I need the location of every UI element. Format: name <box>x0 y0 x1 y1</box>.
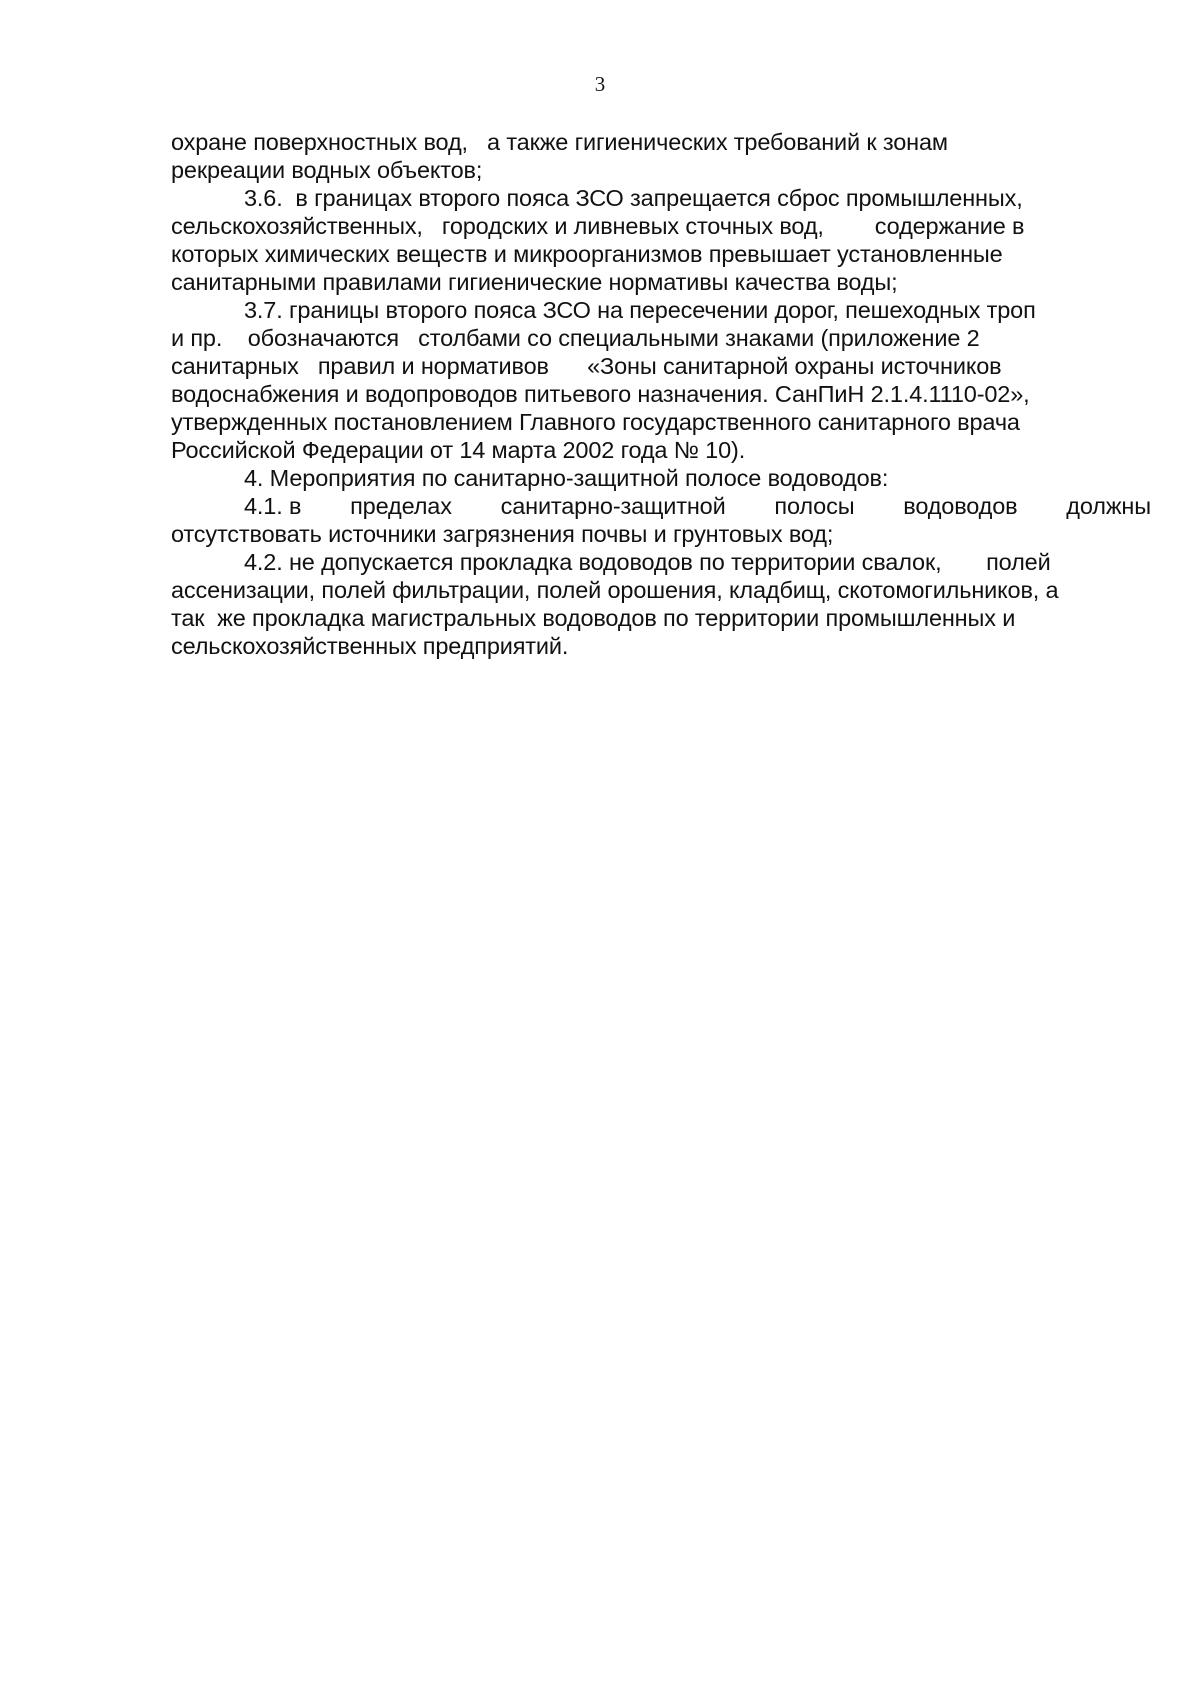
paragraph-4-2-first-line: 4.2. не допускается прокладка водоводов по территории свалок, полей <box>244 549 1051 575</box>
paragraph-3-6-first-line: 3.6. в границах второго пояса ЗСО запрещается сброс промышленных, <box>244 185 1023 211</box>
text-line: ассенизации, полей фильтрации, полей орошения, кладбищ, скотомогильников, а <box>171 577 1059 603</box>
paragraph-3-7-first-line: 3.7. границы второго пояса ЗСО на пересечении дорог, пешеходных троп <box>244 297 1036 323</box>
text-line: санитарных правил и нормативов «Зоны санитарной охраны источников <box>171 353 1002 379</box>
text-line: отсутствовать источники загрязнения почвы и грунтовых вод; <box>171 521 834 547</box>
word: водоводов <box>903 493 1018 519</box>
page-number: 3 <box>594 72 606 96</box>
text-line: и пр. обозначаются столбами со специальными знаками (приложение 2 <box>171 325 980 351</box>
word: 4.1. в <box>244 493 302 519</box>
text-line: Российской Федерации от 14 марта 2002 года № 10). <box>171 437 746 463</box>
word: пределах <box>350 493 452 519</box>
text-line: охране поверхностных вод, а также гигиенических требований к зонам <box>171 129 948 155</box>
text-line: рекреации водных объектов; <box>171 157 483 183</box>
text-line: сельскохозяйственных, городских и ливневых сточных вод, содержание в <box>171 213 1025 239</box>
word: санитарно-защитной <box>500 493 726 519</box>
word: полосы <box>774 493 855 519</box>
paragraph-4-1-first-line <box>171 492 1151 520</box>
text-line: так же прокладка магистральных водоводов по территории промышленных и <box>171 605 1016 631</box>
text-line: которых химических веществ и микроорганизмов превышает установленные <box>171 241 1003 267</box>
text-line: утвержденных постановлением Главного государственного санитарного врача <box>171 409 1020 435</box>
section-4-heading: 4. Мероприятия по санитарно-защитной полосе водоводов: <box>244 465 889 491</box>
text-line: сельскохозяйственных предприятий. <box>171 633 569 659</box>
word: должны <box>1066 493 1151 519</box>
text-line: санитарными правилами гигиенические нормативы качества воды; <box>171 269 898 295</box>
document-body <box>171 128 1171 660</box>
text-line: водоснабжения и водопроводов питьевого назначения. СанПиН 2.1.4.1110-02», <box>171 381 1030 407</box>
